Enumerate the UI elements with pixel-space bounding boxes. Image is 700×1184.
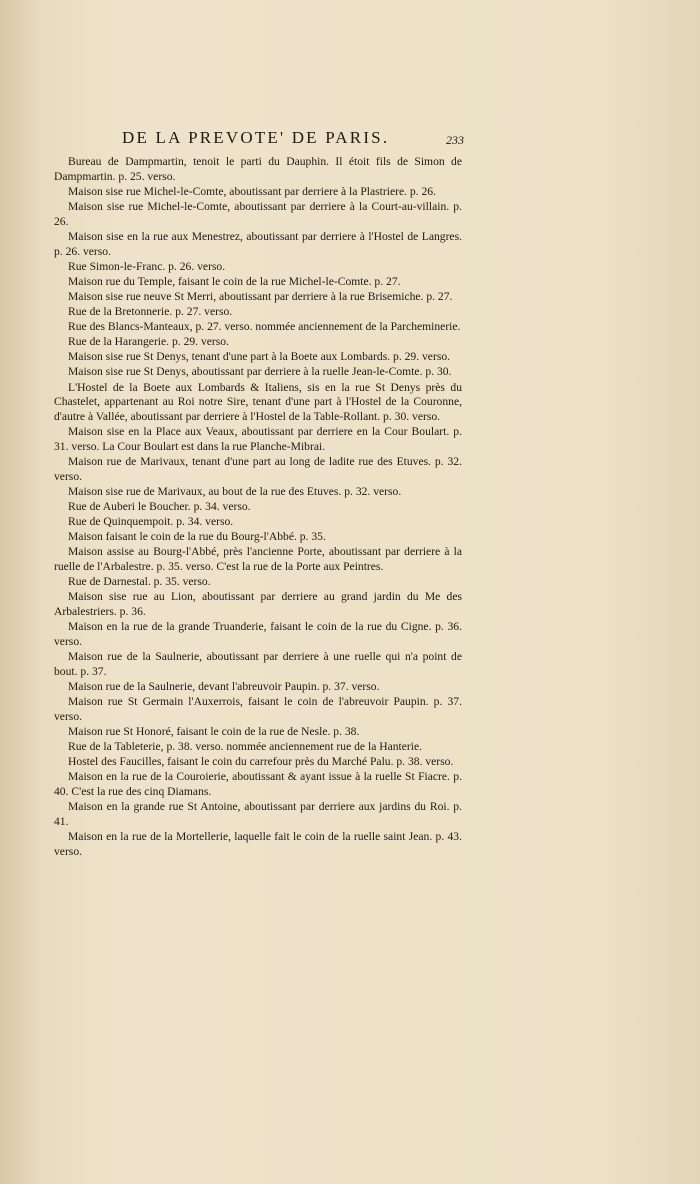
entry: L'Hostel de la Boete aux Lombards & Italiens, sis en la rue St Denys près du Chastelet, appartenant au Roi notre Sire, tenant d'une part à l'Hostel de la Couronne, d'autre à Vallée, aboutissant par derriere à l'Hostel de la Table-Rollant. p. 30. verso. <box>54 380 462 424</box>
entry: Hostel des Faucilles, faisant le coin du carrefour près du Marché Palu. p. 38. verso. <box>68 755 454 769</box>
entry: Maison sise rue de Marivaux, au bout de la rue des Etuves. p. 32. verso. <box>68 484 402 498</box>
entry: Maison rue du Temple, faisant le coin de la rue Michel-le-Comte. p. 27. <box>68 274 401 288</box>
entry: Rue de la Bretonnerie. p. 27. verso. <box>68 305 233 319</box>
entry: Maison rue St Honoré, faisant le coin de la rue de Nesle. p. 38. <box>68 725 360 738</box>
entry: Maison rue St Germain l'Auxerrois, faisant le coin de l'abreuvoir Paupin. p. 37. verso. <box>54 695 462 723</box>
entry: Maison en la rue de la Couroierie, aboutissant & ayant issue à la ruelle St Fiacre. p. 40. C'est la rue des cinq Diamans. <box>54 770 462 799</box>
page-number: 233 <box>446 133 464 147</box>
entry: Maison en la rue de la grande Truanderie, faisant le coin de la rue du Cigne. p. 36. verso. <box>54 620 462 649</box>
entry: Maison sise rue neuve St Merri, aboutissant par derriere à la rue Brisemiche. p. 27. <box>68 289 453 303</box>
entry: Maison sise rue St Denys, aboutissant par derriere à la ruelle Jean-le-Comte. p. 30. <box>68 365 452 379</box>
entry: Maison rue de la Saulnerie, aboutissant par derriere à une ruelle qui n'a point de bout. p. 37. <box>54 650 462 678</box>
entry: Maison sise rue au Lion, aboutissant par derriere au grand jardin du Me des Arbalestriers. p. 36. <box>54 590 462 619</box>
entry: Maison rue de la Saulnerie, devant l'abreuvoir Paupin. p. 37. verso. <box>68 680 380 694</box>
entry: Maison en la rue de la Mortellerie, laquelle fait le coin de la ruelle saint Jean. p. 43. verso. <box>54 830 462 858</box>
entry: Maison en la grande rue St Antoine, aboutissant par derriere aux jardins du Roi. p. 41. <box>54 800 462 828</box>
entry: Rue de Auberi le Boucher. p. 34. verso. <box>68 500 251 514</box>
entry: Maison sise rue Michel-le-Comte, aboutissant par derriere à la Plastriere. p. 26. <box>68 184 436 198</box>
entry: Rue de Quinquempoit. p. 34. verso. <box>68 515 234 529</box>
entry: Maison assise au Bourg-l'Abbé, près l'ancienne Porte, aboutissant par derriere à la ruelle de l'Arbalestre. p. 35. verso. C'est la rue de la Porte aux Peintres. <box>54 545 462 574</box>
entry: Rue de la Harangerie. p. 29. verso. <box>68 335 229 349</box>
entry: Rue de Darnestal. p. 35. verso. <box>68 575 211 589</box>
entry: Maison faisant le coin de la rue du Bourg-l'Abbé. p. 35. <box>68 530 326 544</box>
entry: Rue des Blancs-Manteaux, p. 27. verso. nommée anciennement de la Parcheminerie. <box>68 320 461 334</box>
entry: Maison sise rue St Denys, tenant d'une part à la Boete aux Lombards. p. 29. verso. <box>68 350 451 364</box>
entries-list <box>54 155 462 860</box>
entry: Rue de la Tableterie, p. 38. verso. nommée anciennement rue de la Hanterie. <box>68 740 423 754</box>
entry: Maison sise rue Michel-le-Comte, aboutissant par derriere à la Court-au-villain. p. 26. <box>54 199 462 228</box>
entry: Rue Simon-le-Franc. p. 26. verso. <box>68 259 226 273</box>
entry: Bureau de Dampmartin, tenoit le parti du Dauphin. Il étoit fils de Simon de Dampmartin. p. 25. verso. <box>54 155 462 183</box>
running-header: DE LA PREVOTE' DE PARIS. <box>122 128 390 147</box>
entry: Maison sise en la Place aux Veaux, aboutissant par derriere en la Cour Boulart. p. 31. verso. La Cour Boulart est dans la rue Planche-Mibrai. <box>54 425 462 453</box>
entry: Maison sise en la rue aux Menestrez, aboutissant par derriere à l'Hostel de Langres. p. 26. verso. <box>54 229 462 258</box>
entry: Maison rue de Marivaux, tenant d'une part au long de ladite rue des Etuves. p. 32. verso. <box>54 455 462 483</box>
